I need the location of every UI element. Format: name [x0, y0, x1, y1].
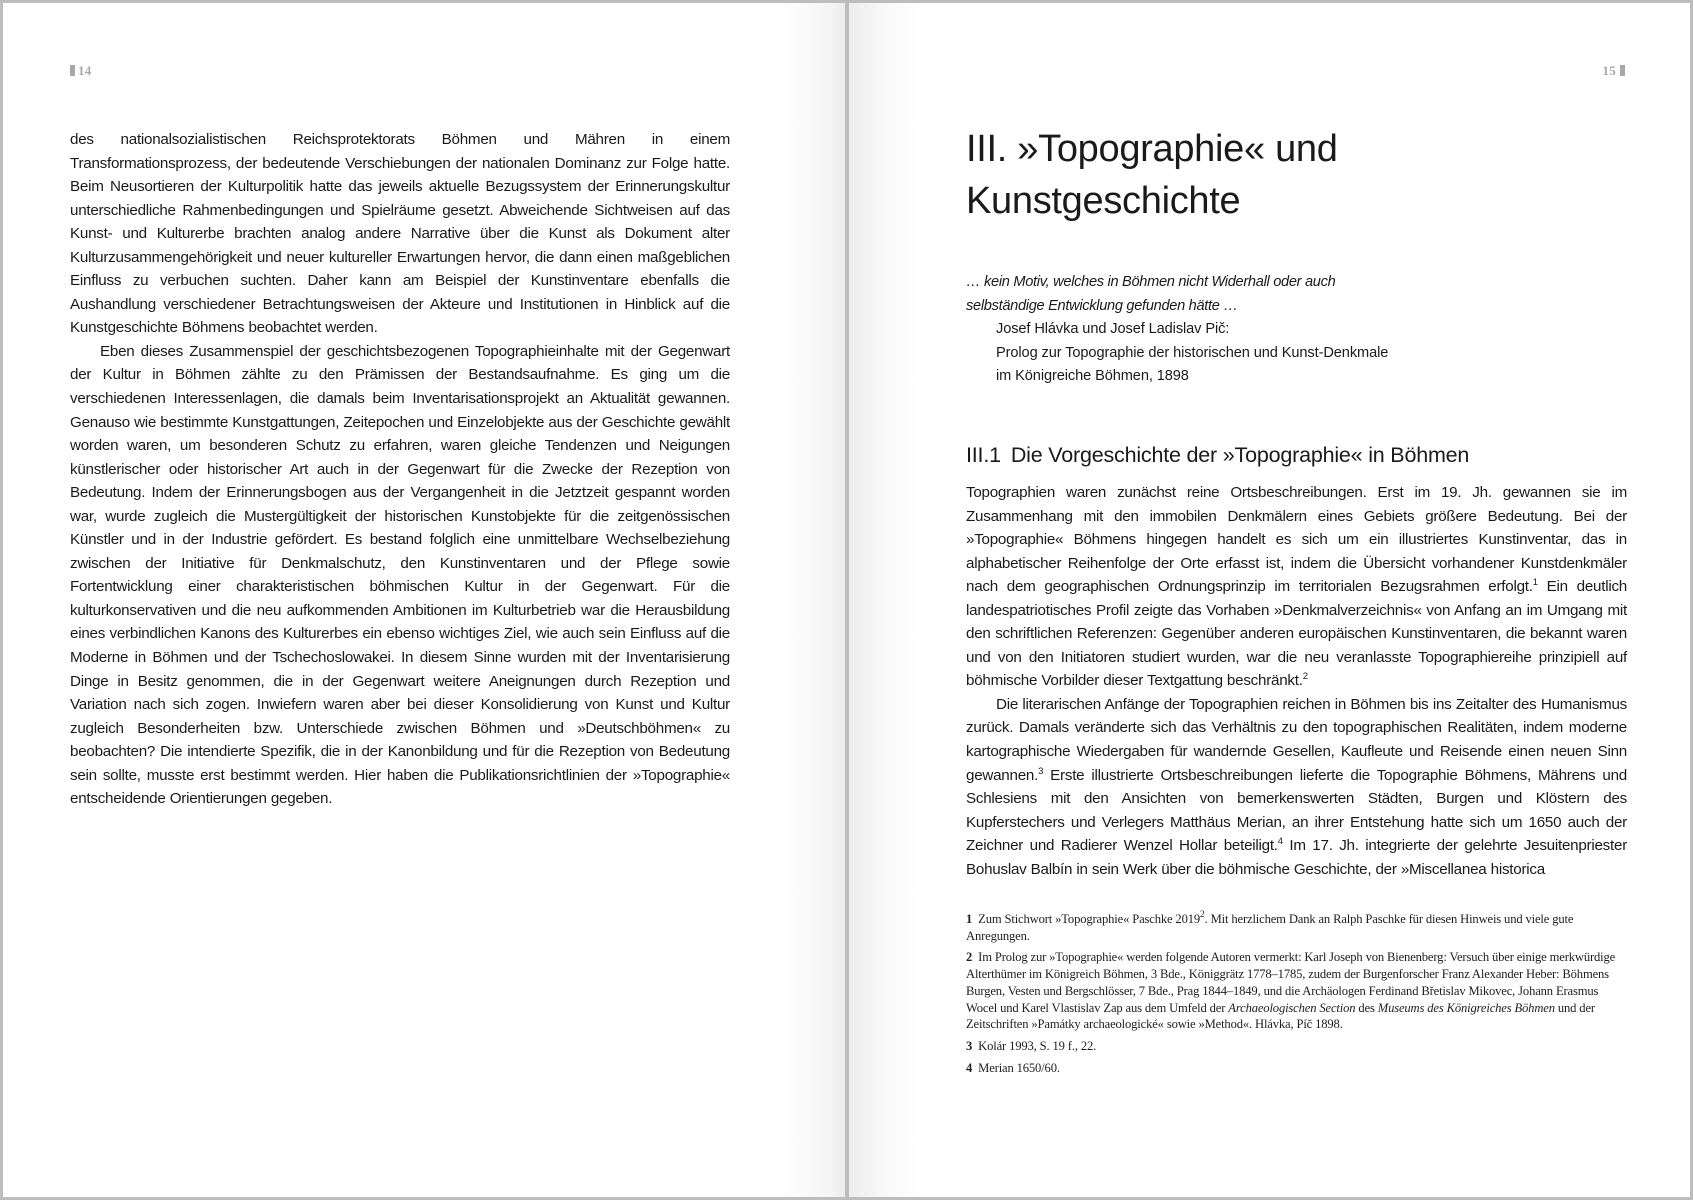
- footnote-number: 2: [966, 950, 973, 965]
- footnote-ref[interactable]: 3: [1038, 765, 1044, 777]
- folio-marker-icon: [1620, 65, 1625, 76]
- section-title-text: Die Vorgeschichte der »Topographie« in Böhmen: [1010, 443, 1470, 467]
- footnote: [966, 949, 1627, 1033]
- text-run: Ein deutlich landespatriotisches Profil zeigte das Vorhaben »Denkmalverzeichnis« von Anfang an im Umgang mit den schriftlichen Referenzen: Gegenüber anderen europäischen Kunstinventaren, die bekannt waren und von den Initiatoren studiert wurden, war die neu veranlasste Topographiereihe prinzipiell auf böhmische Vorbilder dieser Textgattung beschränkt.: [966, 578, 1627, 690]
- epigraph-attribution: im Königreiche Böhmen, 1898: [996, 368, 1189, 384]
- chapter-title-line: Kunstgeschichte: [966, 180, 1241, 222]
- footnote-number: 4: [966, 1060, 973, 1075]
- page-number-text: 15: [1602, 63, 1616, 78]
- footnote-italic: Archaeologischen Section: [1228, 1000, 1356, 1015]
- footnote-text: Merian 1650/60.: [978, 1060, 1060, 1075]
- folio-marker-icon: [70, 65, 75, 76]
- left-page: [3, 3, 845, 1197]
- footnote: [966, 911, 1627, 944]
- paragraph: Eben dieses Zusammenspiel der geschichtsbezogenen Topographieinhalte mit der Gegenwart der Kultur in Böhmen zählte zu den Prämissen der Bestandsaufnahme. Es ging um die verschiedenen Interessenlagen, die damals beim Inventarisationsprojekt an Aktualität gewannen. Genauso wie bestimmte Kunstgattungen, Zeitepochen und Einzelobjekte aus der Geschichte gewählt worden waren, um besonderen Schutz zu erfahren, waren gleiche Tendenzen und Neigungen künstlerischer oder historischer Art auch in der Gegenwart für die Zwecke der Rezeption von Bedeutung. Indem der Erinnerungsbogen aus der Vergangenheit in die Jetztzeit gespannt worden war, wurde zugleich die Mustergültigkeit der historischen Kunstobjekte für die zeitgenössischen Künstler und in der Industrie gefördert. Es bestand folglich eine unmittelbare Wechselbeziehung zwischen der Initiative für Denkmalschutz, den Kunstinventaren und der Pflege sowie Fortentwicklung einer charakteristischen böhmischen Kultur in der Gegenwart. Für die kulturkonservativen und die neu aufkommenden Ambitionen im Kulturbetrieb war die Herausbildung eines verbindlichen Kanons des Kulturerbes ein ebenso wichtiges Ziel, wie auch sein Einfluss auf die Moderne in Böhmen und der Tschechoslowakei. In diesem Sinne wurden mit der Inventarisierung Dinge in Besitz genommen, die in der Gegenwart weitere Aneignungen durch Rezeption und Variation nach sich zogen. Inwiefern waren aber bei dieser Konsolidierung von Kunst und Kultur zugleich Besonderheiten bzw. Unterschiede zwischen Böhmen und »Deutschböhmen« zu beobachten? Die intendierte Spezifik, die in der Kanonbildung und für die Rezeption von Bedeutung sein sollte, musste erst bestimmt werden. Hier haben die Publikationsrichtlinien der »Topographie« entscheidende Orientierungen gegeben.: [70, 342, 730, 808]
- footnote-italic: Museums des Königreiches Böhmen: [1377, 1000, 1555, 1015]
- epigraph-quote: … kein Motiv, welches in Böhmen nicht Widerhall oder auch: [966, 274, 1336, 290]
- footnote-ref[interactable]: 4: [1277, 836, 1283, 848]
- footnote-ref[interactable]: 1: [1532, 577, 1538, 589]
- text-run: Die literarischen Anfänge der Topographien reichen in Böhmen bis ins Zeitalter des Humanismus zurück. Damals veränderte sich das Verhältnis zu den topographischen Realitäten, indem moderne kartographische Wiedergaben für wandernde Gesellen, Kaufleute und Reisende einen neuen Sinn gewannen.: [966, 695, 1627, 784]
- body-text-left: [70, 128, 730, 811]
- footnote-text: des: [1355, 1000, 1378, 1015]
- footnote-text: Im Prolog zur »Topographie« werden folgende Autoren vermerkt: Karl Joseph von Bienenberg: Versuch über einige merkwürdige Alterthümer im Königreich Böhmen, 3 Bde., Königgrätz 1778–1785, zudem der Burgenforscher Franz Alexander Heber: Böhmens Burgen, Vesten und Bergschlösser, 7 Bde., Prag 1844–1849, und die Archäologen Ferdinand Břetislav Mikovec, Johann Erasmus Wocel und Karel Vlastislav Zap aus dem Umfeld der: [966, 950, 1616, 1015]
- page-number-left: [70, 63, 92, 79]
- chapter-title-line: III. »Topographie« und: [966, 128, 1338, 170]
- footnote-text: Kolár 1993, S. 19 f., 22.: [978, 1038, 1097, 1053]
- book-spread: [3, 3, 1690, 1197]
- footnote-text: . Mit herzlichem Dank an Ralph Paschke für diesen Hinweis und viele gute Anregungen.: [966, 912, 1574, 943]
- text-run: Erste illustrierte Ortsbeschreibungen lieferte die Topographie Böhmens, Mährens und Schlesiens mit den Ansichten von bemerkenswerten Städten, Burgen und Klöstern des Kupferstechers und Verlegers Matthäus Merian, an ihrer Entstehung hatte sich um 1650 auch der Zeichner und Radierer Wenzel Hollar beteiligt.: [966, 766, 1627, 855]
- footnote-ref[interactable]: 2: [1302, 671, 1308, 683]
- chapter-title: [966, 123, 1606, 227]
- footnote: [966, 1038, 1627, 1055]
- superscript: 2: [1200, 910, 1205, 920]
- page-number-right: [1602, 63, 1625, 79]
- text-run: Topographien waren zunächst reine Ortsbeschreibungen. Erst im 19. Jh. gewannen sie im Zusammenhang mit den immobilen Denkmälern eines Gebiets größere Bedeutung. Bei der »Topographie« Böhmens hingegen handelt es sich um ein illustriertes Kunstinventar, das in alphabetischer Reihenfolge der Orte erfasst ist, indem die Übersicht vorhandener Kunstdenkmäler nach dem geographischen Ordnungsprinzip im territorialen Bezugsrahmen erfolgt.: [966, 484, 1627, 596]
- epigraph-attribution: Josef Hlávka und Josef Ladislav Pič:: [996, 321, 1230, 337]
- page-number-text: 14: [78, 63, 92, 78]
- paragraph: des nationalsozialistischen Reichsprotektorats Böhmen und Mähren in einem Transformationsprozess, der bedeutende Verschiebungen der nationalen Dominanz zur Folge hatte. Beim Neusortieren der Kulturpolitik hatte das jeweils aktuelle Bezugssystem der Erinnerungskultur unterschiedliche Rahmenbedingungen und Spielräume gesetzt. Abweichende Sichtweisen auf das Kunst- und Kulturerbe brachten analog andere Narrative über die Kunst als Dokument alter Kulturzusammengehörigkeit und neuer kultureller Erwartungen hervor, die dann einen maßgeblichen Einfluss zu verbuchen suchten. Daher kann am Beispiel der Kunstinventare ebenfalls die Aushandlung verschiedener Betrachtungsweisen der Akteure und Institutionen in Hinblick auf die Kunstgeschichte Böhmens beobachtet werden.: [70, 131, 730, 337]
- section-number: III.1: [966, 443, 1001, 467]
- footnotes: [966, 911, 1627, 1081]
- right-page: [849, 3, 1690, 1197]
- epigraph-attribution: Prolog zur Topographie der historischen und Kunst-Denkmale: [996, 344, 1389, 361]
- footnote-number: 1: [966, 912, 973, 926]
- footnote-text: und der Zeitschriften »Památky archaeologické« sowie »Method«. Hlávka, Píč 1898.: [966, 1000, 1595, 1032]
- footnote-text: Zum Stichwort »Topographie« Paschke 2019: [978, 912, 1201, 926]
- section-heading: [966, 441, 1469, 469]
- footnote-number: 3: [966, 1038, 973, 1053]
- paragraph: [966, 693, 1627, 881]
- paragraph: [966, 481, 1627, 693]
- body-text-right: [966, 481, 1627, 881]
- text-run: Im 17. Jh. integrierte der gelehrte Jesuitenpriester Bohuslav Balbín in sein Werk über die böhmische Geschichte, der »Miscellanea historica: [966, 837, 1628, 878]
- epigraph: [966, 271, 1526, 389]
- footnote: [966, 1060, 1627, 1077]
- epigraph-quote: selbständige Entwicklung gefunden hätte …: [966, 297, 1238, 314]
